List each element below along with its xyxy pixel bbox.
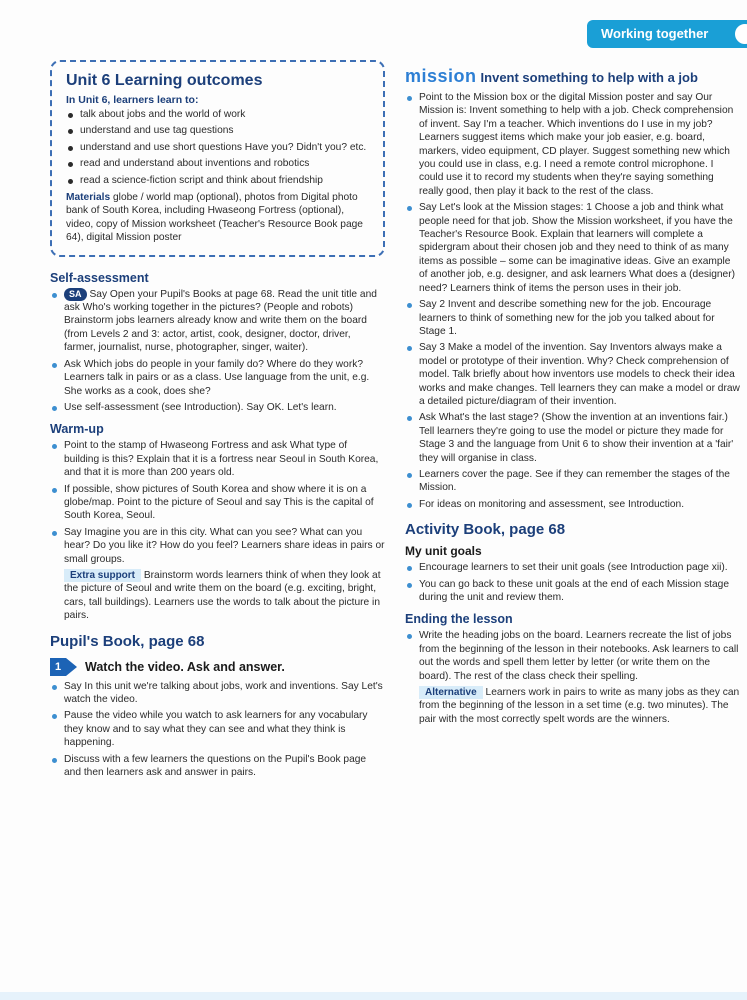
mission-list: [405, 91, 740, 511]
list-item: Encourage learners to set their unit goals (see Introduction page xii).: [405, 561, 740, 574]
left-column: [50, 60, 385, 782]
section-tab: [587, 20, 747, 48]
list-item: Write the heading jobs on the board. Learners recreate the list of jobs from the beginning of the lesson in their notebooks. Ask learners to call out the words and spell them letter by letter (or write them on the board). The rest of the class check their spelling.: [405, 629, 740, 683]
outcomes-intro: In Unit 6, learners learn to:: [66, 94, 199, 106]
materials: [66, 191, 371, 245]
list-item: talk about jobs and the world of work: [66, 108, 371, 121]
extra-support-label: Extra support: [64, 569, 141, 582]
list-item: read a science-fiction script and think about friendship: [66, 174, 371, 187]
warm-up-heading: Warm-up: [50, 422, 104, 437]
list-item: Ask What's the last stage? (Show the invention at an inventions fair.) Tell learners they're going to use the model or picture they made for Stage 3 and the language from Unit 6 to show their invention at a 'fair' they will organise in class.: [405, 411, 740, 465]
list-item: Discuss with a few learners the questions on the Pupil's Book page and then learners ask and answer in pairs.: [50, 753, 385, 780]
alternative: [405, 686, 740, 726]
exercise-title: Watch the video. Ask and answer.: [85, 659, 285, 674]
section-tab-label: Working together: [601, 26, 709, 41]
pupils-book-heading: Pupil's Book, page 68: [50, 632, 205, 650]
list-item: read and understand about inventions and robotics: [66, 157, 371, 170]
extra-support-text: Brainstorm words learners think of when they look at the picture of Seoul and write them on the board (e.g. exciting, bright, cars, tall buildings). Learners use the words to talk about the picture in pairs.: [64, 569, 381, 622]
extra-support: [50, 569, 385, 623]
video-play-icon: [66, 658, 77, 676]
list-item: If possible, show pictures of South Korea and show where it is on a globe/map. Point to the picture of Seoul and say This is the capital of South Korea, Seoul.: [50, 483, 385, 523]
ending-list: [405, 629, 740, 683]
ending-heading: Ending the lesson: [405, 612, 513, 627]
exercise-header: [50, 658, 385, 676]
list-item: Pause the video while you watch to ask learners for any vocabulary they know and to say what they can see and what they think is happening.: [50, 709, 385, 749]
list-item: Use self-assessment (see Introduction). Say OK. Let's learn.: [50, 401, 385, 414]
list-item: Say Let's look at the Mission stages: 1 Choose a job and think what people need for that job. Show the Mission worksheet, if you have the Teacher's Resource Book. Explain that learners will complete a spidergram about their chosen job and they need to think of as many items as possible – some can be imaginative ideas. Give an example of another job, e.g. designer, and ask learners What does a (designer) need? Learners think of items the person uses in their job.: [405, 201, 740, 295]
list-item: understand and use short questions Have you? Didn't you? etc.: [66, 141, 371, 154]
materials-label: Materials: [66, 192, 111, 204]
alternative-text: Learners work in pairs to write as many jobs as they can from the beginning of the lesson in a set time (e.g. two minutes). The pair with the most correctly spelt words are the winners.: [419, 687, 740, 725]
alternative-label: Alternative: [419, 686, 483, 699]
mission-logo: mission: [405, 66, 477, 86]
list-item: understand and use tag questions: [66, 124, 371, 137]
list-item: Say In this unit we're talking about jobs, work and inventions. Say Let's watch the video.: [50, 680, 385, 707]
unit-goals-heading: My unit goals: [405, 544, 482, 559]
list-item: Say 3 Make a model of the invention. Say Inventors always make a model or prototype of their invention. Why? Check comprehension of model. Talk briefly about how inventors use models to check their idea works and make changes. Tell learners they can make a model or draw a detailed picture/diagram of their invention.: [405, 341, 740, 408]
mission-header: [405, 66, 740, 87]
list-item: Say 2 Invent and describe something new for the job. Encourage learners to think of something new for the job you talked about for Stage 1.: [405, 298, 740, 338]
pupils-book-list: [50, 680, 385, 780]
exercise-number: 1: [50, 658, 66, 676]
tab-circle-icon: [733, 22, 747, 46]
materials-text: globe / world map (optional), photos from Digital photo bank of South Korea, including Hwaseong Fortress (optional), video, copy of Mission worksheet (Teacher's Resource Book page 64), digital Mission poster: [66, 192, 363, 244]
learning-outcomes-box: [50, 60, 385, 257]
self-assessment-list: [50, 288, 385, 415]
list-item: Point to the stamp of Hwaseong Fortress and ask What type of building is this? Explain that it is a fortress near Seoul in South Korea, and that it is more than 200 years old.: [50, 439, 385, 479]
right-column: [405, 66, 740, 726]
sa-badge: SA: [64, 288, 87, 301]
list-item: You can go back to these unit goals at the end of each Mission stage during the unit and review them.: [405, 578, 740, 605]
mission-title: Invent something to help with a job: [480, 70, 698, 85]
warm-up-list: [50, 439, 385, 566]
bottom-strip: [0, 992, 747, 1000]
list-item: Ask Which jobs do people in your family do? Where do they work? Learners talk in pairs or as a class. Use language from the unit, e.g. She works as a cook, does she?: [50, 358, 385, 398]
list-item: [50, 288, 385, 355]
list-item-text: Say Open your Pupil's Books at page 68. Read the unit title and ask Who's working together in the pictures? (People and robots) Brainstorm jobs learners already know and write them on the board (from Levels 2 and 3: actor, artist, cook, designer, doctor, driver, farmer, journalist, nurse, photographer, singer, waiter).: [64, 288, 377, 354]
outcomes-list: [66, 108, 371, 187]
unit-goals-list: [405, 561, 740, 604]
self-assessment-heading: Self-assessment: [50, 270, 149, 285]
list-item: Learners cover the page. See if they can remember the stages of the Mission.: [405, 468, 740, 495]
outcomes-title: Unit 6 Learning outcomes: [66, 72, 263, 89]
list-item: For ideas on monitoring and assessment, see Introduction.: [405, 498, 740, 511]
list-item: Say Imagine you are in this city. What can you see? What can you hear? Do you like it? How do you feel? Learners share ideas in pairs or small groups.: [50, 526, 385, 566]
list-item: Point to the Mission box or the digital Mission poster and say Our Mission is: Invent something to help with a job. Check comprehension of invent. Say I'm a teacher. Which inventions do I use in my job? Learners suggest items which make your job easier, e.g. board, markers, video equipment, CD player. Suggest something new which you could use in class, e.g. I need a remote control microphone. I could use it to record my students when they're saying something really good, then play it back to the rest of the class.: [405, 91, 740, 198]
activity-book-heading: Activity Book, page 68: [405, 521, 566, 539]
